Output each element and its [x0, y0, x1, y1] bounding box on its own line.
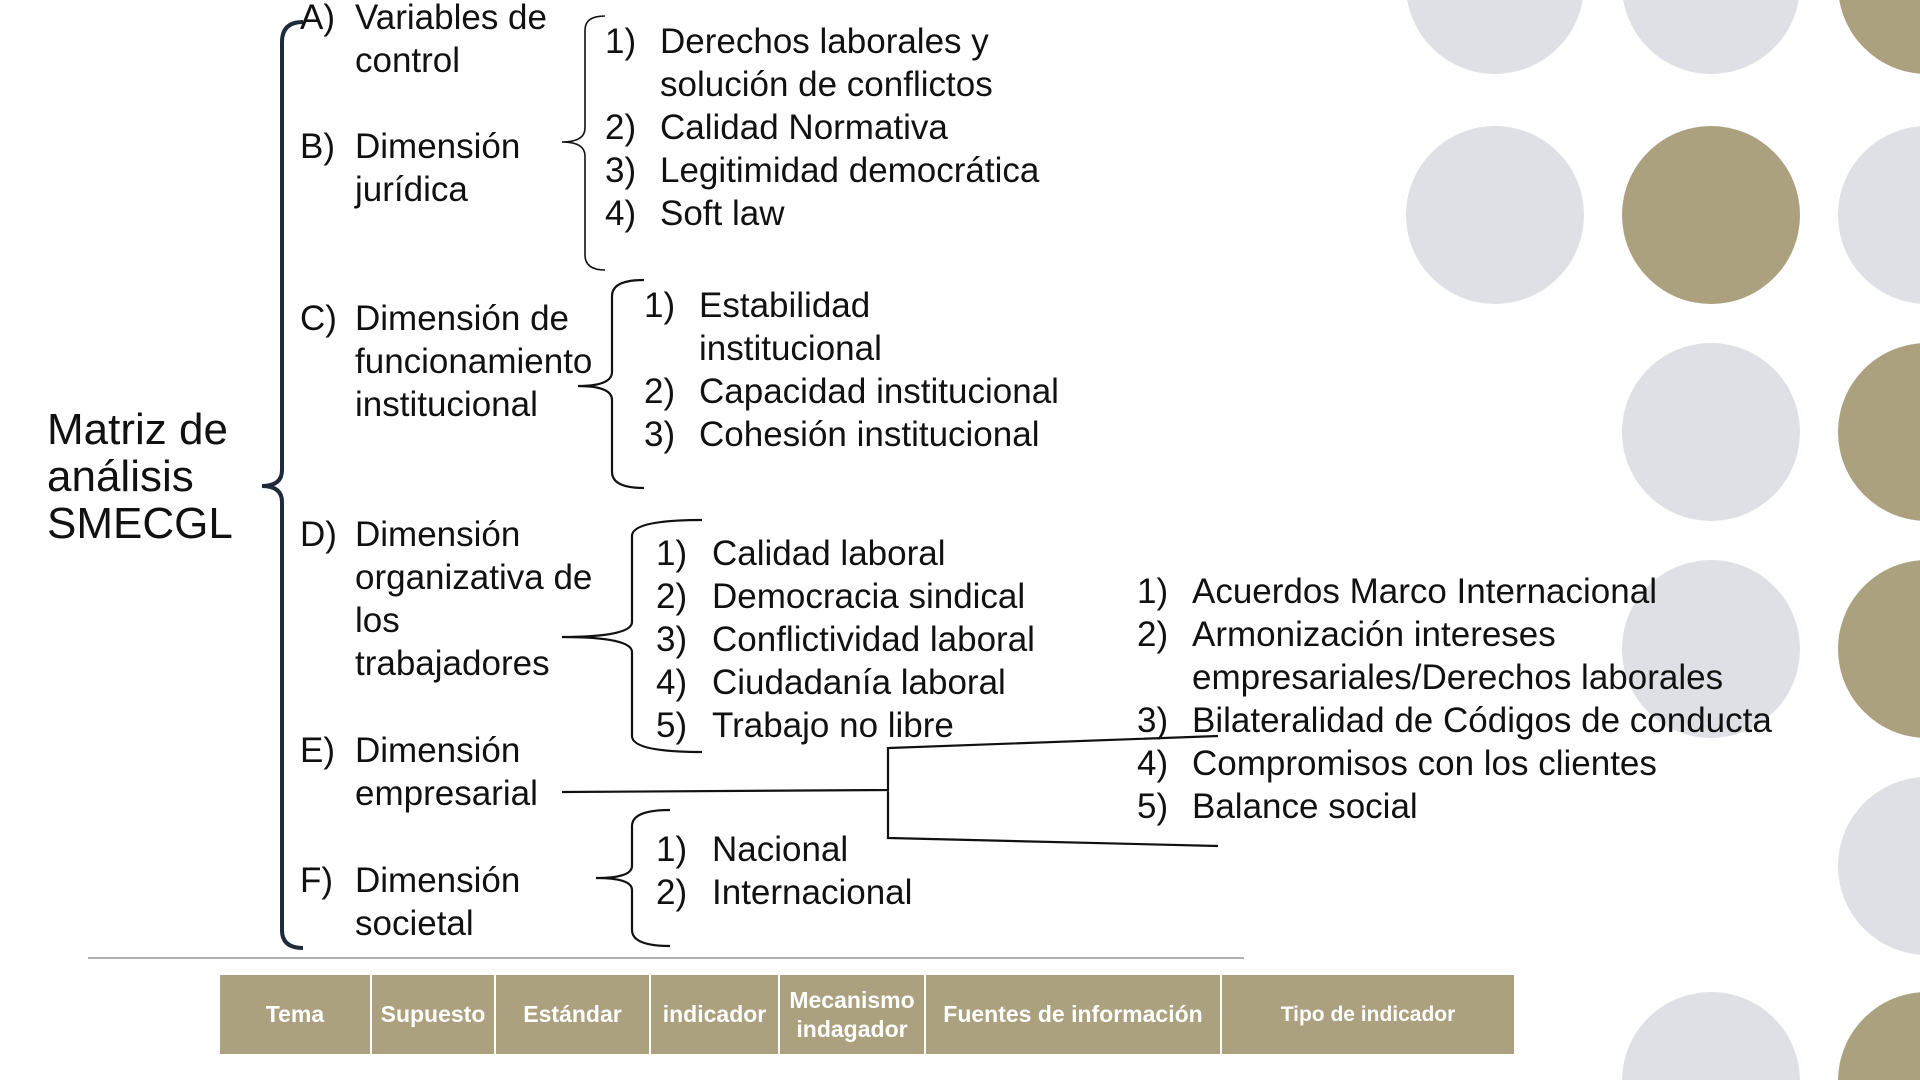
list-item: [656, 704, 1035, 747]
dimension-text: societal: [355, 904, 474, 943]
dimension-c: [300, 297, 592, 426]
list-item: [644, 370, 1059, 413]
dimension-a: [300, 0, 547, 82]
list-item: [656, 871, 912, 914]
juridica-bracket: [562, 16, 605, 270]
list-item: [656, 532, 1035, 575]
item-text: Bilateralidad de Códigos de conducta: [1192, 701, 1772, 740]
header-text: Fuentes de información: [943, 1001, 1203, 1027]
table-header-cell: [372, 975, 496, 1054]
list-item: [1137, 570, 1772, 613]
item-text: Conflictividad laboral: [712, 620, 1035, 659]
item-number: 4): [656, 663, 688, 702]
dimension-text: Variables de: [355, 0, 547, 37]
dimension-letter: E): [300, 731, 335, 770]
item-text: empresariales/Derechos laborales: [1192, 658, 1724, 697]
item-number: 4): [1137, 744, 1169, 783]
item-text: Calidad Normativa: [660, 108, 948, 147]
item-text: Balance social: [1192, 787, 1418, 826]
item-number: 2): [644, 372, 676, 411]
dimension-letter: F): [300, 861, 334, 900]
table-header-cell: [496, 975, 651, 1054]
main-bracket: [262, 22, 303, 948]
list-item: [644, 284, 1059, 370]
list-item: [605, 106, 1039, 149]
dimension-f: [300, 859, 520, 945]
item-text: Calidad laboral: [712, 534, 946, 573]
list-item: [656, 618, 1035, 661]
item-number: 1): [656, 830, 688, 869]
dimension-text: Dimensión: [355, 731, 521, 770]
table-header-cell: [780, 975, 926, 1054]
dimension-text: los: [355, 601, 400, 640]
item-number: 5): [1137, 787, 1169, 826]
dimension-text: empresarial: [355, 774, 538, 813]
list-item: [1137, 785, 1772, 828]
dimension-letter: C): [300, 299, 337, 338]
societal-list: [656, 828, 912, 914]
item-number: 2): [605, 108, 637, 147]
dimension-b: [300, 125, 520, 211]
header-table: [220, 975, 1514, 1054]
dimension-text: jurídica: [355, 170, 468, 209]
item-text: Nacional: [712, 830, 849, 869]
list-item: [656, 661, 1035, 704]
dimension-text: Dimensión: [355, 515, 521, 554]
item-text: Soft law: [660, 194, 785, 233]
root-label-line: análisis: [47, 452, 194, 501]
item-text: institucional: [699, 329, 882, 368]
dimension-letter: D): [300, 515, 337, 554]
header-text: Supuesto: [380, 1001, 486, 1027]
dimension-text: control: [355, 41, 461, 80]
item-text: solución de conflictos: [660, 65, 993, 104]
list-item: [656, 828, 912, 871]
institucional-list: [644, 284, 1059, 456]
item-number: 1): [1137, 572, 1169, 611]
item-text: Armonización intereses: [1192, 615, 1556, 654]
header-text: indagador: [796, 1015, 908, 1042]
list-item: [1137, 742, 1772, 785]
list-item: [605, 149, 1039, 192]
item-number: 1): [644, 286, 676, 325]
table-header-cell: [651, 975, 780, 1054]
item-text: Capacidad institucional: [699, 372, 1059, 411]
list-item: [644, 413, 1059, 456]
empresarial-list: [1137, 570, 1772, 828]
item-number: 5): [656, 706, 688, 745]
item-text: Legitimidad democrática: [660, 151, 1040, 190]
dimension-text: organizativa de: [355, 558, 593, 597]
dimension-text: trabajadores: [355, 644, 550, 683]
item-number: 2): [1137, 615, 1169, 654]
item-number: 4): [605, 194, 637, 233]
header-text: Tipo de indicador: [1280, 1003, 1456, 1026]
header-text: Estándar: [523, 1001, 622, 1027]
table-header-cell: [220, 975, 372, 1054]
item-text: Estabilidad: [699, 286, 871, 325]
item-number: 3): [605, 151, 637, 190]
header-text: Mecanismo: [789, 986, 915, 1013]
item-text: Democracia sindical: [712, 577, 1026, 616]
dimension-d: [300, 513, 592, 685]
list-item: [656, 575, 1035, 618]
dimension-text: Dimensión de: [355, 299, 569, 338]
item-text: Trabajo no libre: [712, 706, 954, 745]
dimension-e: [300, 729, 538, 815]
table-header-cell: [1222, 975, 1514, 1054]
item-text: Ciudadanía laboral: [712, 663, 1006, 702]
dimension-text: Dimensión: [355, 861, 521, 900]
dimension-letter: A): [300, 0, 335, 37]
dimension-text: Dimensión: [355, 127, 521, 166]
dimension-text: funcionamiento: [355, 342, 593, 381]
trabajadores-list: [656, 532, 1035, 747]
item-text: Derechos laborales y: [660, 22, 989, 61]
item-number: 1): [605, 22, 637, 61]
juridica-list: [605, 20, 1039, 235]
item-text: Cohesión institucional: [699, 415, 1040, 454]
root-label-line: Matriz de: [47, 405, 228, 454]
list-item: [605, 192, 1039, 235]
item-number: 2): [656, 577, 688, 616]
list-item: [605, 20, 1039, 106]
dimension-text: institucional: [355, 385, 538, 424]
header-text: indicador: [662, 1001, 767, 1027]
list-item: [1137, 613, 1772, 699]
table-header-cell: [926, 975, 1222, 1054]
root-label-line: SMECGL: [47, 499, 233, 548]
list-item: [1137, 699, 1772, 742]
item-text: Acuerdos Marco Internacional: [1192, 572, 1657, 611]
root-label: [47, 406, 233, 547]
item-text: Compromisos con los clientes: [1192, 744, 1657, 783]
header-text: Tema: [265, 1001, 325, 1027]
item-text: Internacional: [712, 873, 913, 912]
item-number: 3): [656, 620, 688, 659]
dimension-letter: B): [300, 127, 335, 166]
item-number: 3): [1137, 701, 1169, 740]
item-number: 3): [644, 415, 676, 454]
item-number: 1): [656, 534, 688, 573]
item-number: 2): [656, 873, 688, 912]
